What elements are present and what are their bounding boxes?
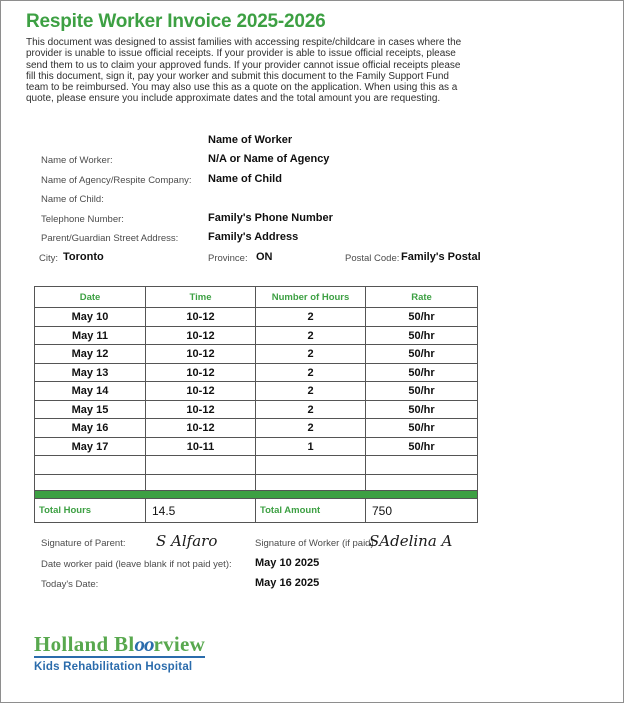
table-empty-row	[35, 456, 478, 475]
cell-date: May 14	[35, 382, 146, 401]
date-paid-value: May 10 2025	[255, 556, 320, 569]
table-row	[35, 400, 478, 419]
cell-rate: 50/hr	[366, 345, 478, 364]
field-row-name-of-worker	[1, 151, 623, 171]
field-value: N/A or Name of Agency	[208, 153, 330, 166]
cell-rate: 50/hr	[366, 437, 478, 456]
cell-rate: 50/hr	[366, 363, 478, 382]
cell-time: 10-12	[146, 363, 256, 382]
cell-hours: 1	[256, 437, 366, 456]
cell-date: May 11	[35, 326, 146, 345]
field-row-name-of-child	[1, 190, 623, 210]
page-title: Respite Worker Invoice 2025-2026	[26, 11, 326, 32]
cell-rate: 50/hr	[366, 308, 478, 327]
field-value: Family's Address	[208, 231, 299, 244]
logo-name	[34, 633, 205, 655]
parent-signature: S Alfaro	[156, 532, 218, 551]
cell-hours: 2	[256, 419, 366, 438]
hospital-logo	[34, 633, 205, 673]
cell-hours: 2	[256, 363, 366, 382]
cell-date: May 17	[35, 437, 146, 456]
cell-time: 10-12	[146, 419, 256, 438]
postal-code-label: Postal Code:	[345, 252, 400, 264]
table-row	[35, 382, 478, 401]
field-row-worker-name-value	[1, 132, 623, 152]
date-paid-label: Date worker paid (leave blank if not paid yet):	[41, 558, 232, 570]
logo-divider	[34, 656, 205, 658]
table-row	[35, 419, 478, 438]
field-value: Name of Child	[208, 172, 282, 185]
signature-row	[1, 533, 623, 554]
cell-time: 10-12	[146, 382, 256, 401]
city-value: Toronto	[63, 250, 104, 263]
cell-rate: 50/hr	[366, 400, 478, 419]
worker-signature: SAdelina A	[369, 532, 453, 551]
column-header-time: Time	[146, 287, 256, 308]
cell-date: May 15	[35, 400, 146, 419]
parent-signature-label: Signature of Parent:	[41, 538, 126, 550]
province-label: Province:	[208, 252, 248, 264]
field-label: Name of Child:	[41, 194, 104, 206]
form-fields	[1, 132, 623, 269]
total-amount-value: 750	[366, 499, 478, 523]
cell-time: 10-11	[146, 437, 256, 456]
field-row-telephone	[1, 210, 623, 230]
cell-hours: 2	[256, 400, 366, 419]
cell-rate: 50/hr	[366, 419, 478, 438]
table-row	[35, 345, 478, 364]
table-row	[35, 326, 478, 345]
column-header-hours: Number of Hours	[256, 287, 366, 308]
table-row	[35, 437, 478, 456]
field-row-city-province-postal	[1, 249, 623, 269]
date-paid-row	[1, 554, 623, 575]
table-row	[35, 363, 478, 382]
field-value: Name of Worker	[208, 133, 293, 146]
cell-date: May 16	[35, 419, 146, 438]
cell-time: 10-12	[146, 308, 256, 327]
field-label: Telephone Number:	[41, 213, 124, 225]
todays-date-value: May 16 2025	[255, 577, 320, 590]
total-hours-value: 14.5	[146, 499, 256, 523]
todays-date-row	[1, 574, 623, 595]
cell-rate: 50/hr	[366, 326, 478, 345]
table-header-row	[35, 287, 478, 308]
field-row-street-address	[1, 229, 623, 249]
city-label: City:	[39, 252, 58, 264]
cell-hours: 2	[256, 345, 366, 364]
cell-time: 10-12	[146, 400, 256, 419]
table-totals-row	[35, 499, 478, 523]
cell-rate: 50/hr	[366, 382, 478, 401]
province-value: ON	[256, 250, 273, 263]
cell-hours: 2	[256, 382, 366, 401]
field-row-agency	[1, 171, 623, 191]
signature-section	[1, 533, 623, 595]
invoice-table	[34, 286, 478, 523]
todays-date-label: Today's Date:	[41, 579, 99, 591]
field-label: Name of Worker:	[41, 155, 113, 167]
cell-hours: 2	[256, 308, 366, 327]
table-row	[35, 308, 478, 327]
total-amount-label: Total Amount	[256, 499, 366, 523]
cell-date: May 13	[35, 363, 146, 382]
logo-tagline: Kids Rehabilitation Hospital	[34, 660, 193, 673]
column-header-rate: Rate	[366, 287, 478, 308]
table-empty-row	[35, 475, 478, 491]
field-label: Parent/Guardian Street Address:	[41, 233, 179, 245]
green-separator-bar	[35, 491, 478, 499]
cell-date: May 12	[35, 345, 146, 364]
field-label: Name of Agency/Respite Company:	[41, 174, 192, 186]
logo-name-part1: Holland Bl	[34, 631, 135, 656]
infinity-oo-icon: oo	[134, 631, 154, 656]
cell-date: May 10	[35, 308, 146, 327]
worker-signature-label: Signature of Worker (if paid):	[255, 538, 377, 550]
cell-time: 10-12	[146, 345, 256, 364]
total-hours-label: Total Hours	[35, 499, 146, 523]
column-header-date: Date	[35, 287, 146, 308]
logo-name-part2: rview	[153, 631, 206, 656]
intro-paragraph: This document was designed to assist families with accessing respite/childcare in cases where the provider is unable to issue official receipts. If your provider is able to issue official receipts, please send them to us to claim your approved funds. If your provider cannot issue official receipts please fill this document, sign it, pay your worker and submit this document to the Family Support Fund team to be reimbursed. You may also use this as a quote on the application. When using this as a quote, please ensure you include approximate dates and the total amount you are requesting.	[26, 37, 462, 105]
cell-time: 10-12	[146, 326, 256, 345]
field-value: Family's Phone Number	[208, 211, 333, 224]
cell-hours: 2	[256, 326, 366, 345]
postal-code-value: Family's Postal	[401, 250, 481, 263]
